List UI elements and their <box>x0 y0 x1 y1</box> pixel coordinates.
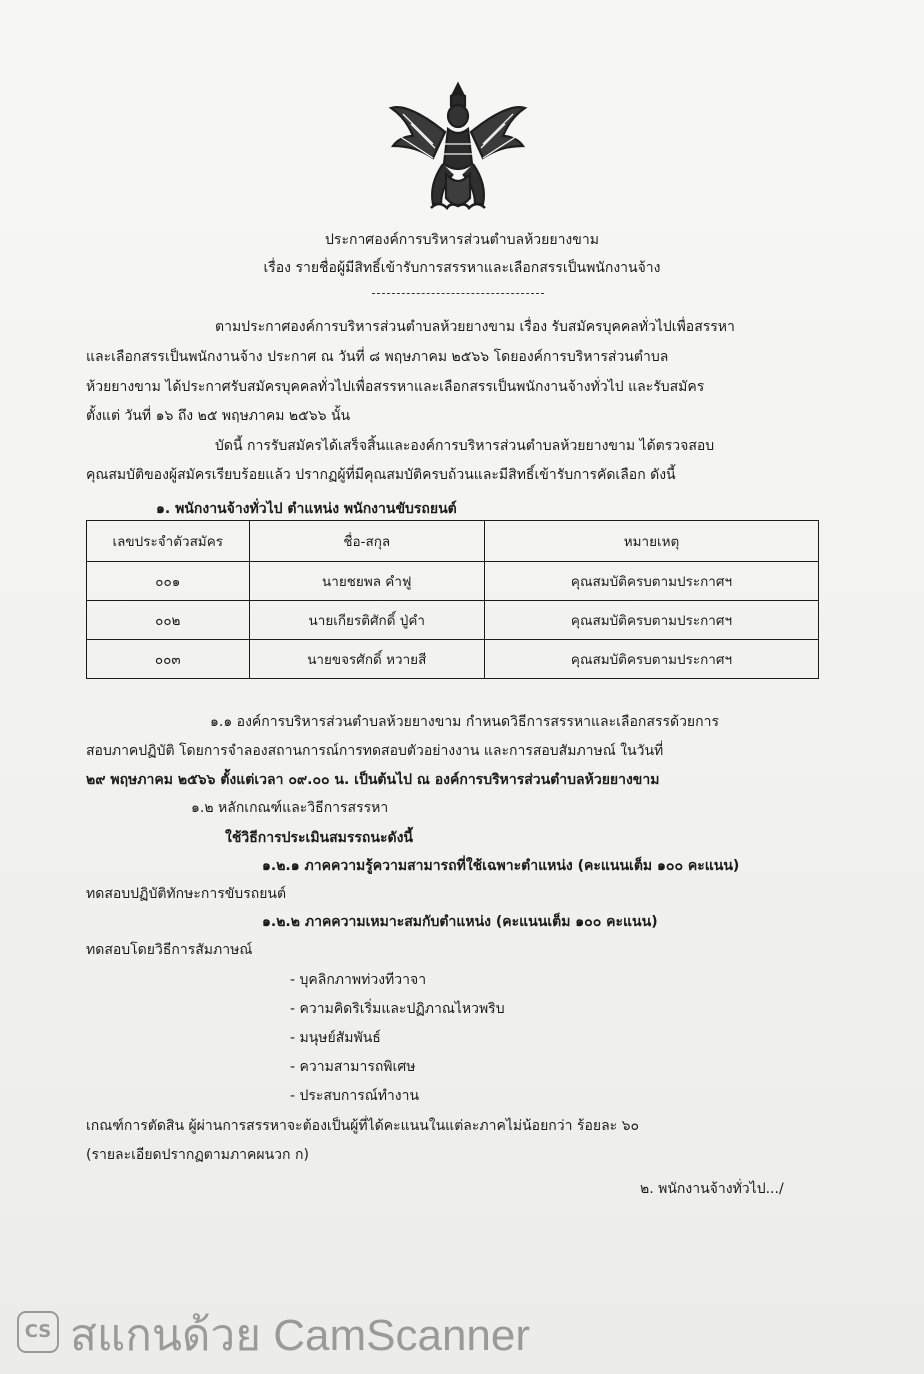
applicant-remark: คุณสมบัติครบตามประกาศฯ <box>484 601 818 640</box>
applicant-number: ๐๐๒ <box>87 601 250 640</box>
passing-criteria: เกณฑ์การตัดสิน ผู้ผ่านการสรรหาจะต้องเป็นผู้ที่ได้คะแนนในแต่ละภาคไม่น้อยกว่า ร้อยละ ๖๐ <box>86 1118 640 1134</box>
table-header-row <box>87 521 819 562</box>
applicant-number: ๐๐๑ <box>87 562 250 601</box>
applicant-name: นายขจรศักดิ์ หวายสี <box>249 640 484 679</box>
details-note: (รายละเอียดปรากฏตามภาคผนวก ก) <box>86 1147 309 1163</box>
applicant-name: นายชยพล คำฟู <box>249 562 484 601</box>
section-1-heading: ๑. พนักงานจ้างทั่วไป ตำแหน่ง พนักงานขับรถยนต์ <box>156 501 457 517</box>
camscanner-logo-icon: CS <box>17 1311 59 1353</box>
table-row <box>87 601 819 640</box>
result-line-1: บัดนี้ การรับสมัครได้เสร็จสิ้นและองค์การบริหารส่วนตำบลห้วยยางขาม ได้ตรวจสอบ <box>215 438 715 454</box>
assessment-method: ใช้วิธีการประเมินสมรรถนะดังนี้ <box>225 830 413 846</box>
garuda-emblem-icon <box>383 74 533 224</box>
criteria-item: - ความคิดริเริ่มและปฏิภาณไหวพริบ <box>290 1001 505 1017</box>
section-1-2-1-detail: ทดสอบปฏิบัติทักษะการขับรถยนต์ <box>86 886 287 902</box>
section-1-2-2: ๑.๒.๒ ภาคความเหมาะสมกับตำแหน่ง (คะแนนเต็ม ๑๐๐ คะแนน) <box>262 914 658 930</box>
table-row <box>87 562 819 601</box>
table-row <box>87 640 819 679</box>
separator-line <box>372 293 544 294</box>
applicant-remark: คุณสมบัติครบตามประกาศฯ <box>484 640 818 679</box>
applicant-name: นายเกียรติศักดิ์ ปู่คำ <box>249 601 484 640</box>
camscanner-watermark: สแกนด้วย CamScanner <box>70 1311 531 1360</box>
result-line-2: คุณสมบัติของผู้สมัครเรียบร้อยแล้ว ปรากฏผู้ที่มีคุณสมบัติครบถ้วนและมีสิทธิ์เข้ารับการคัดเลือก ดังนี้ <box>86 467 676 483</box>
criteria-item: - ประสบการณ์ทำงาน <box>290 1088 420 1104</box>
applicant-number: ๐๐๓ <box>87 640 250 679</box>
announcement-subject: เรื่อง รายชื่อผู้มีสิทธิ์เข้ารับการสรรหาและเลือกสรรเป็นพนักงานจ้าง <box>263 260 661 276</box>
criteria-item: - บุคลิกภาพท่วงทีวาจา <box>290 972 427 988</box>
header-remark: หมายเหตุ <box>484 521 818 562</box>
intro-line-4: ตั้งแต่ วันที่ ๑๖ ถึง ๒๕ พฤษภาคม ๒๕๖๖ นั้น <box>86 408 351 424</box>
section-1-2-2-detail: ทดสอบโดยวิธีการสัมภาษณ์ <box>86 942 253 958</box>
continued-next-page: ๒. พนักงานจ้างทั่วไป.../ <box>640 1181 784 1197</box>
intro-line-2: และเลือกสรรเป็นพนักงานจ้าง ประกาศ ณ วันที่ ๘ พฤษภาคม ๒๕๖๖ โดยองค์การบริหารส่วนตำบล <box>86 349 669 365</box>
header-full-name: ชื่อ-สกุล <box>249 521 484 562</box>
candidate-table <box>86 520 819 679</box>
section-1-1-line-1: ๑.๑ องค์การบริหารส่วนตำบลห้วยยางขาม กำหนดวิธีการสรรหาและเลือกสรรด้วยการ <box>210 714 719 730</box>
applicant-remark: คุณสมบัติครบตามประกาศฯ <box>484 562 818 601</box>
section-1-2-heading: ๑.๒ หลักเกณฑ์และวิธีการสรรหา <box>191 800 389 816</box>
criteria-item: - ความสามารถพิเศษ <box>290 1059 416 1075</box>
intro-line-1: ตามประกาศองค์การบริหารส่วนตำบลห้วยยางขาม เรื่อง รับสมัครบุคคลทั่วไปเพื่อสรรหา <box>215 319 735 335</box>
criteria-item: - มนุษย์สัมพันธ์ <box>290 1030 381 1046</box>
section-1-1-line-3: ๒๙ พฤษภาคม ๒๕๖๖ ตั้งแต่เวลา ๐๙.๐๐ น. เป็นต้นไป ณ องค์การบริหารส่วนตำบลห้วยยางขาม <box>86 772 660 788</box>
announcement-title: ประกาศองค์การบริหารส่วนตำบลห้วยยางขาม <box>325 232 599 248</box>
header-applicant-number: เลขประจำตัวสมัคร <box>87 521 250 562</box>
section-1-2-1: ๑.๒.๑ ภาคความรู้ความสามารถที่ใช้เฉพาะตำแหน่ง (คะแนนเต็ม ๑๐๐ คะแนน) <box>262 858 740 874</box>
section-1-1-line-2: สอบภาคปฏิบัติ โดยการจำลองสถานการณ์การทดสอบตัวอย่างงาน และการสอบสัมภาษณ์ ในวันที่ <box>86 743 664 759</box>
intro-line-3: ห้วยยางขาม ได้ประกาศรับสมัครบุคคลทั่วไปเพื่อสรรหาและเลือกสรรเป็นพนักงานจ้างทั่วไป และรับสมัคร <box>86 379 705 395</box>
